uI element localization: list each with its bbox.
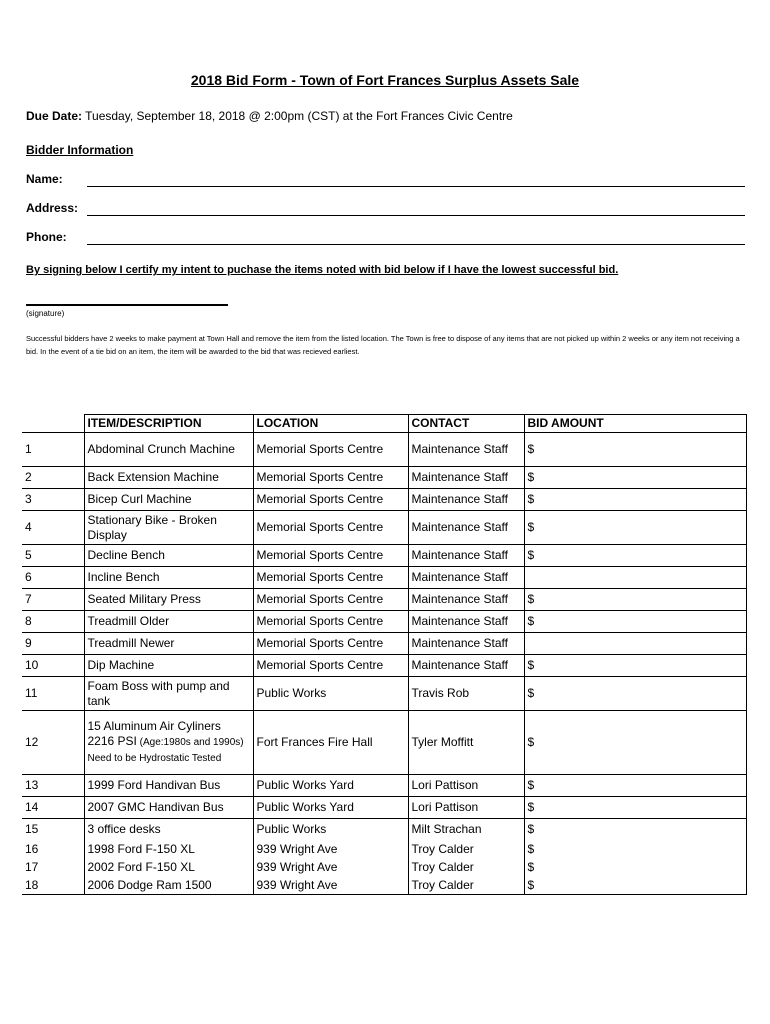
item-contact-text: Maintenance Staff — [411, 442, 509, 456]
item-description — [84, 797, 253, 819]
item-location-text: Public Works Yard — [256, 778, 354, 792]
row-number — [22, 567, 84, 589]
item-location-text: Fort Frances Fire Hall — [256, 735, 373, 749]
row-number — [22, 655, 84, 677]
item-contact — [408, 655, 524, 677]
item-location-text: 939 Wright Ave — [256, 877, 338, 892]
item-location-text: Memorial Sports Centre — [256, 548, 384, 562]
row-number — [22, 633, 84, 655]
item-description-text: Back Extension Machine — [87, 470, 219, 484]
item-description-text: Seated Military Press — [87, 592, 201, 606]
bid-amount-field-text: $ — [527, 492, 535, 506]
item-location — [253, 489, 408, 511]
phone-label: Phone: — [26, 230, 67, 244]
bid-amount-field-text: $ — [527, 592, 535, 606]
item-location — [253, 589, 408, 611]
name-label: Name: — [26, 172, 63, 186]
table-row — [22, 467, 746, 489]
row-number-text: 8 — [25, 614, 32, 628]
row-number — [22, 859, 84, 877]
item-location — [253, 711, 408, 775]
terms-note: Successful bidders have 2 weeks to make payment at Town Hall and remove the item from the listed location. The Town is free to dispose of any items that are not picked up within 2 weeks or any item not receiving a bid. In the event of a tie bid on an item, the item will be awarded to the bid that was recieved earliest. — [26, 334, 740, 356]
item-contact — [408, 511, 524, 545]
item-location — [253, 677, 408, 711]
table-row — [22, 433, 746, 467]
item-description-note: (Age:1980s and 1990s) Need to be Hydrostatic Tested — [87, 737, 244, 764]
bid-amount-field-text: $ — [527, 686, 535, 700]
item-contact — [408, 633, 524, 655]
item-contact-text: Milt Strachan — [411, 822, 482, 837]
row-number — [22, 467, 84, 489]
page-title: 2018 Bid Form - Town of Fort Frances Surplus Assets Sale — [190, 72, 580, 88]
item-contact-text: Maintenance Staff — [411, 492, 509, 506]
item-contact-text: Maintenance Staff — [411, 658, 509, 672]
item-contact-text: Maintenance Staff — [411, 548, 509, 562]
item-location-text: Memorial Sports Centre — [256, 658, 384, 672]
item-location — [253, 467, 408, 489]
item-location — [253, 877, 408, 895]
bid-amount-field[interactable] — [524, 877, 746, 895]
item-description — [84, 841, 253, 859]
item-location — [253, 775, 408, 797]
bid-amount-field[interactable] — [524, 819, 746, 841]
item-contact — [408, 797, 524, 819]
due-date-text: Tuesday, September 18, 2018 @ 2:00pm (CST) at the Fort Frances Civic Centre — [82, 109, 513, 123]
due-date-label: Due Date: — [26, 109, 83, 123]
item-location — [253, 511, 408, 545]
row-number-text: 14 — [25, 800, 39, 814]
row-number-text: 9 — [25, 636, 32, 650]
item-contact — [408, 433, 524, 467]
item-contact-text: Maintenance Staff — [411, 614, 509, 628]
item-description — [84, 611, 253, 633]
item-location-text: Public Works Yard — [256, 800, 354, 814]
table-row — [22, 489, 746, 511]
item-contact — [408, 775, 524, 797]
item-location-text: Public Works — [256, 822, 327, 837]
item-contact-text: Maintenance Staff — [411, 520, 509, 534]
item-description-text: Abdominal Crunch Machine — [87, 442, 235, 456]
bid-amount-field-text: $ — [527, 800, 535, 814]
table-header-row — [22, 415, 746, 433]
item-description-text: Foam Boss with pump and tank — [87, 678, 230, 708]
table-row — [22, 633, 746, 655]
bid-amount-field-text: $ — [527, 470, 535, 484]
item-location-text: Memorial Sports Centre — [256, 470, 384, 484]
row-number — [22, 677, 84, 711]
item-contact — [408, 711, 524, 775]
table-row — [22, 859, 746, 877]
row-number — [22, 511, 84, 545]
item-description-text: Bicep Curl Machine — [87, 492, 192, 506]
signature-line[interactable] — [26, 304, 228, 306]
row-number-text: 13 — [25, 778, 39, 792]
item-description — [84, 467, 253, 489]
item-contact — [408, 567, 524, 589]
bid-amount-field[interactable] — [524, 433, 746, 467]
item-contact-text: Troy Calder — [411, 877, 474, 892]
row-number-text: 7 — [25, 592, 32, 606]
bid-amount-field-text: $ — [527, 822, 535, 837]
bidder-information-heading: Bidder Information — [26, 143, 134, 157]
bid-amount-field[interactable] — [524, 467, 746, 489]
item-contact-text: Troy Calder — [411, 860, 474, 874]
row-number — [22, 589, 84, 611]
bid-amount-field[interactable] — [524, 545, 746, 567]
row-number-text: 18 — [25, 877, 39, 892]
row-number-text: 3 — [25, 492, 32, 506]
table-row — [22, 819, 746, 841]
item-location — [253, 797, 408, 819]
table-row — [22, 611, 746, 633]
item-description — [84, 433, 253, 467]
item-description — [84, 511, 253, 545]
row-number — [22, 877, 84, 895]
row-number — [22, 545, 84, 567]
row-number-text: 10 — [25, 658, 39, 672]
row-number — [22, 489, 84, 511]
item-contact-text: Lori Pattison — [411, 800, 479, 814]
item-contact-text: Lori Pattison — [411, 778, 479, 792]
item-location — [253, 611, 408, 633]
bid-amount-field[interactable] — [524, 511, 746, 545]
bid-amount-field[interactable] — [524, 589, 746, 611]
item-description-text: 2006 Dodge Ram 1500 — [87, 877, 212, 892]
row-number-text: 15 — [25, 822, 39, 837]
item-contact — [408, 677, 524, 711]
bid-amount-field-text: $ — [527, 658, 535, 672]
row-number — [22, 611, 84, 633]
item-location — [253, 567, 408, 589]
table-row — [22, 511, 746, 545]
bid-amount-field[interactable] — [524, 775, 746, 797]
item-description-text: Dip Machine — [87, 658, 155, 672]
item-contact — [408, 467, 524, 489]
item-location-text: Memorial Sports Centre — [256, 636, 384, 650]
bid-amount-field-text: $ — [527, 860, 535, 874]
table-row — [22, 545, 746, 567]
row-number-text: 17 — [25, 860, 39, 874]
bid-amount-field-text: $ — [527, 842, 535, 856]
item-description — [84, 489, 253, 511]
item-description-text: 15 Aluminum Air Cyliners 2216 PSI — [87, 719, 221, 748]
item-contact — [408, 819, 524, 841]
item-description-text: Stationary Bike - Broken Display — [87, 512, 217, 542]
bid-amount-field[interactable] — [524, 633, 746, 655]
item-location-text: Memorial Sports Centre — [256, 492, 384, 506]
table-row — [22, 775, 746, 797]
bid-amount-field[interactable] — [524, 489, 746, 511]
item-location-text: Memorial Sports Centre — [256, 570, 384, 584]
item-contact-text: Troy Calder — [411, 842, 474, 856]
row-number-text: 11 — [25, 686, 38, 700]
bid-amount-field-text: $ — [527, 778, 535, 792]
item-contact — [408, 589, 524, 611]
item-description — [84, 711, 253, 775]
name-field[interactable] — [87, 186, 745, 187]
item-description — [84, 859, 253, 877]
item-location — [253, 433, 408, 467]
item-description — [84, 633, 253, 655]
item-description — [84, 775, 253, 797]
item-description-text: Treadmill Newer — [87, 636, 175, 650]
item-location-text: Public Works — [256, 686, 327, 700]
table-row — [22, 567, 746, 589]
item-description — [84, 877, 253, 895]
table-row — [22, 877, 746, 895]
certification-statement: By signing below I certify my intent to puchase the items noted with bid below if I have the lowest successful bid. — [26, 264, 619, 276]
due-date — [26, 109, 513, 123]
item-contact-text: Tyler Moffitt — [411, 735, 474, 749]
bid-amount-field-text: $ — [527, 735, 535, 749]
bid-amount-field-text: $ — [527, 614, 535, 628]
row-number-text: 2 — [25, 470, 32, 484]
item-description-text: 2002 Ford F-150 XL — [87, 860, 195, 874]
row-number-text: 4 — [25, 520, 32, 534]
bid-amount-field[interactable] — [524, 797, 746, 819]
item-description — [84, 589, 253, 611]
bid-amount-field[interactable] — [524, 567, 746, 589]
header-num — [22, 415, 84, 433]
item-contact-text: Maintenance Staff — [411, 636, 509, 650]
item-location-text: Memorial Sports Centre — [256, 592, 384, 606]
item-location — [253, 819, 408, 841]
item-description — [84, 655, 253, 677]
item-location — [253, 859, 408, 877]
item-description — [84, 567, 253, 589]
item-location-text: Memorial Sports Centre — [256, 442, 384, 456]
bid-amount-field-text: $ — [527, 442, 535, 456]
table-row — [22, 589, 746, 611]
bid-amount-field[interactable] — [524, 611, 746, 633]
bid-amount-field[interactable] — [524, 655, 746, 677]
item-contact — [408, 877, 524, 895]
bid-amount-field-text: $ — [527, 520, 535, 534]
item-description-text: Incline Bench — [87, 570, 160, 584]
item-description-text: 1999 Ford Handivan Bus — [87, 778, 221, 792]
row-number — [22, 797, 84, 819]
item-description — [84, 819, 253, 841]
row-number-text: 12 — [25, 735, 39, 749]
bid-amount-field[interactable] — [524, 711, 746, 775]
item-description-text: 2007 GMC Handivan Bus — [87, 800, 224, 814]
row-number — [22, 841, 84, 859]
item-contact — [408, 859, 524, 877]
item-description-text: 1998 Ford F-150 XL — [87, 842, 195, 856]
item-contact-text: Maintenance Staff — [411, 592, 509, 606]
item-description-text: 3 office desks — [87, 822, 161, 837]
bid-amount-field[interactable] — [524, 677, 746, 711]
row-number — [22, 775, 84, 797]
item-description-text: Decline Bench — [87, 548, 165, 562]
table-row — [22, 677, 746, 711]
header-location: LOCATION — [253, 415, 408, 433]
bid-items-table — [22, 414, 747, 895]
address-label: Address: — [26, 201, 79, 215]
phone-field[interactable] — [87, 244, 745, 245]
item-description — [84, 545, 253, 567]
item-contact-text: Maintenance Staff — [411, 570, 509, 584]
bid-amount-field[interactable] — [524, 859, 746, 877]
header-item: ITEM/DESCRIPTION — [84, 415, 253, 433]
item-contact — [408, 545, 524, 567]
item-location — [253, 655, 408, 677]
item-contact — [408, 841, 524, 859]
item-location — [253, 545, 408, 567]
table-row — [22, 797, 746, 819]
row-number — [22, 819, 84, 841]
item-location-text: 939 Wright Ave — [256, 842, 338, 856]
address-field[interactable] — [87, 215, 745, 216]
bid-amount-field-text: $ — [527, 877, 535, 892]
row-number-text: 1 — [25, 442, 32, 456]
item-location — [253, 633, 408, 655]
item-contact — [408, 611, 524, 633]
item-contact — [408, 489, 524, 511]
row-number-text: 6 — [25, 570, 32, 584]
row-number-text: 16 — [25, 842, 39, 856]
item-location-text: Memorial Sports Centre — [256, 614, 384, 628]
bid-amount-field[interactable] — [524, 841, 746, 859]
table-row — [22, 841, 746, 859]
table-row — [22, 711, 746, 775]
item-description — [84, 677, 253, 711]
row-number — [22, 711, 84, 775]
item-location — [253, 841, 408, 859]
row-number-text: 5 — [25, 548, 32, 562]
table-row — [22, 655, 746, 677]
header-bid-amount: BID AMOUNT — [524, 415, 746, 433]
header-contact: CONTACT — [408, 415, 524, 433]
signature-label: (signature) — [26, 309, 65, 318]
item-location-text: 939 Wright Ave — [256, 860, 338, 874]
item-description-text: Treadmill Older — [87, 614, 170, 628]
row-number — [22, 433, 84, 467]
item-location-text: Memorial Sports Centre — [256, 520, 384, 534]
item-contact-text: Maintenance Staff — [411, 470, 509, 484]
bid-amount-field-text: $ — [527, 548, 535, 562]
item-contact-text: Travis Rob — [411, 686, 470, 700]
